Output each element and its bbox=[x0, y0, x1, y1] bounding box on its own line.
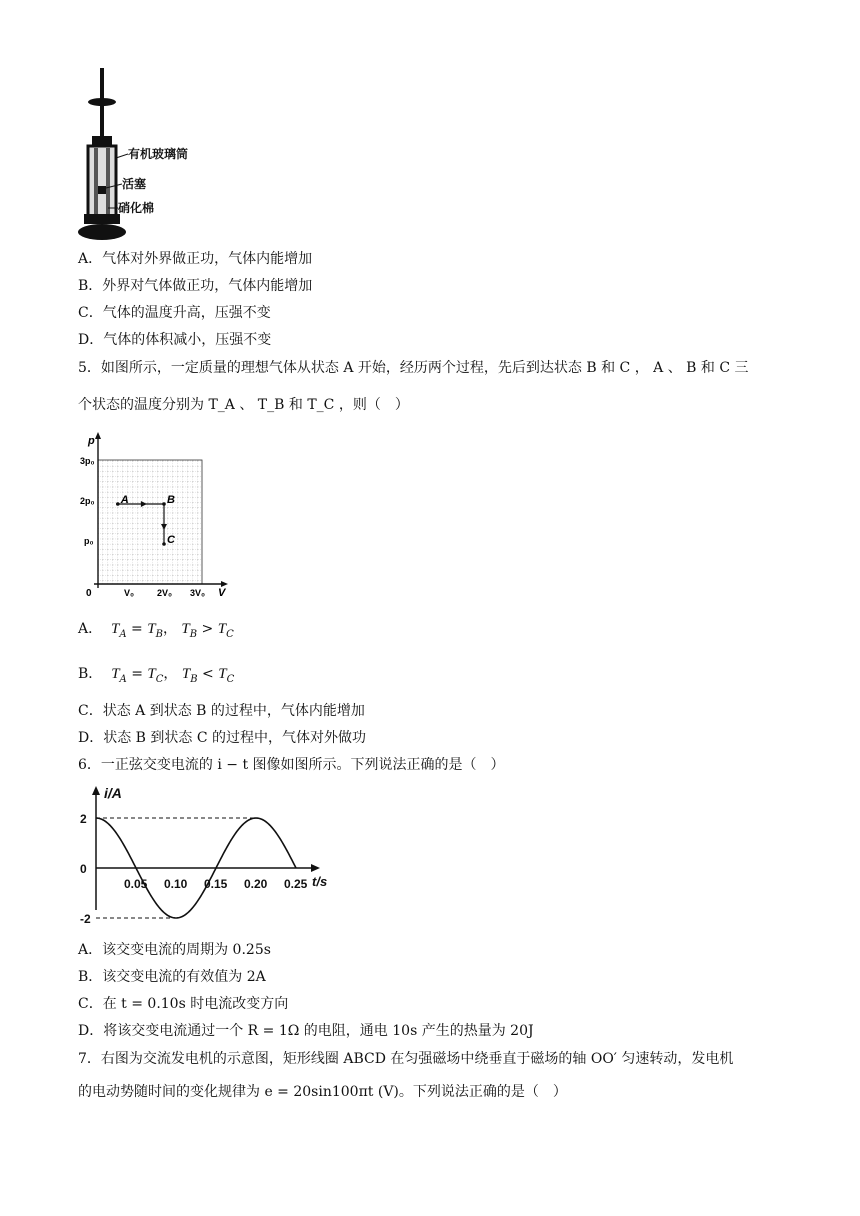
pv-y-tick-3p0: 3p₀ bbox=[80, 456, 95, 466]
q7-stem-line2: 的电动势随时间的变化规律为 e = 20sin100πt (V)。下列说法正确的是（ ） bbox=[78, 1084, 567, 1100]
label-glass-tube: 有机玻璃筒 bbox=[128, 147, 189, 161]
pv-x-label: V bbox=[218, 587, 226, 599]
pv-point-label-c: C bbox=[167, 534, 175, 546]
q6-option-a: A．该交变电流的周期为 0.25s bbox=[78, 942, 271, 958]
q5-option-b: B． $T_A = T_C$， $T_B < T_C$ bbox=[78, 666, 235, 685]
label-piston: 活塞 bbox=[122, 177, 147, 191]
it-x-axis-label: t/s bbox=[312, 874, 328, 889]
pv-grid bbox=[98, 460, 202, 584]
it-y-tick-label: -2 bbox=[80, 912, 91, 926]
q6-option-c: C．在 t = 0.10s 时电流改变方向 bbox=[78, 996, 289, 1012]
i-t-chart bbox=[78, 782, 338, 928]
pv-y-label: p bbox=[88, 435, 95, 447]
pv-point-label-a: A bbox=[120, 494, 129, 506]
it-x-axis-arrow bbox=[311, 864, 320, 872]
it-y-axis-arrow bbox=[92, 786, 100, 795]
it-y-axis-label: i/A bbox=[104, 785, 122, 801]
apparatus-figure bbox=[78, 68, 198, 242]
q5-stem-line2: 个状态的温度分别为 T_A 、 T_B 和 T_C ，则（ ） bbox=[78, 397, 409, 413]
q5-option-a: A． $T_A = T_B$， $T_B > T_C$ bbox=[78, 621, 234, 640]
pv-y-tick-p0: p₀ bbox=[84, 536, 94, 546]
pv-point-a bbox=[116, 502, 120, 506]
q5-option-d: D．状态 B 到状态 C 的过程中，气体对外做功 bbox=[78, 730, 367, 746]
it-x-tick-label: 0.05 bbox=[124, 877, 148, 891]
q6-stem: 6．一正弦交变电流的 i − t 图像如图所示。下列说法正确的是（ ） bbox=[78, 757, 505, 773]
q4-option-c: C．气体的温度升高，压强不变 bbox=[78, 305, 271, 321]
q4-option-b: B．外界对气体做正功，气体内能增加 bbox=[78, 278, 313, 294]
q5-stem-text: 5．如图所示，一定质量的理想气体从状态 A 开始，经历两个过程，先后到达状态 B 和 C ， A 、 B 和 C 三 bbox=[78, 360, 749, 376]
pv-x-tick-2v0: 2V₀ bbox=[157, 588, 173, 598]
q6-option-d: D．将该交变电流通过一个 R = 1Ω 的电阻，通电 10s 产生的热量为 20J bbox=[78, 1023, 534, 1039]
it-y-tick-label: 2 bbox=[80, 812, 87, 826]
pv-origin: 0 bbox=[86, 588, 92, 599]
pv-point-label-b: B bbox=[167, 494, 175, 506]
it-x-tick-label: 0.25 bbox=[284, 877, 308, 891]
q4-option-d: D．气体的体积减小，压强不变 bbox=[78, 332, 272, 348]
it-x-tick-label: 0.20 bbox=[244, 877, 268, 891]
q4-option-a: A．气体对外界做正功，气体内能增加 bbox=[78, 251, 313, 267]
label-nitrocellulose: 硝化棉 bbox=[118, 201, 155, 215]
q7-stem-line1: 7．右图为交流发电机的示意图，矩形线圈 ABCD 在匀强磁场中绕垂直于磁场的轴 OO′ 匀速转动，发电机 bbox=[78, 1051, 734, 1067]
pv-x-tick-3v0: 3V₀ bbox=[190, 588, 206, 598]
pv-x-tick-v0: V₀ bbox=[124, 588, 135, 598]
pv-point-b bbox=[162, 502, 166, 506]
pv-y-tick-2p0: 2p₀ bbox=[80, 496, 95, 506]
q5-stem-line1 bbox=[78, 358, 749, 378]
q5-option-b-label: B． bbox=[78, 666, 103, 682]
q5-option-a-label: A． bbox=[78, 621, 103, 637]
it-x-tick-label: 0.15 bbox=[204, 877, 228, 891]
pv-point-c bbox=[162, 542, 166, 546]
pv-graph bbox=[78, 430, 238, 600]
it-y-tick-label: 0 bbox=[80, 862, 87, 876]
q6-option-b: B．该交变电流的有效值为 2A bbox=[78, 969, 266, 985]
q5-option-c: C．状态 A 到状态 B 的过程中，气体内能增加 bbox=[78, 703, 365, 719]
it-x-tick-label: 0.10 bbox=[164, 877, 188, 891]
